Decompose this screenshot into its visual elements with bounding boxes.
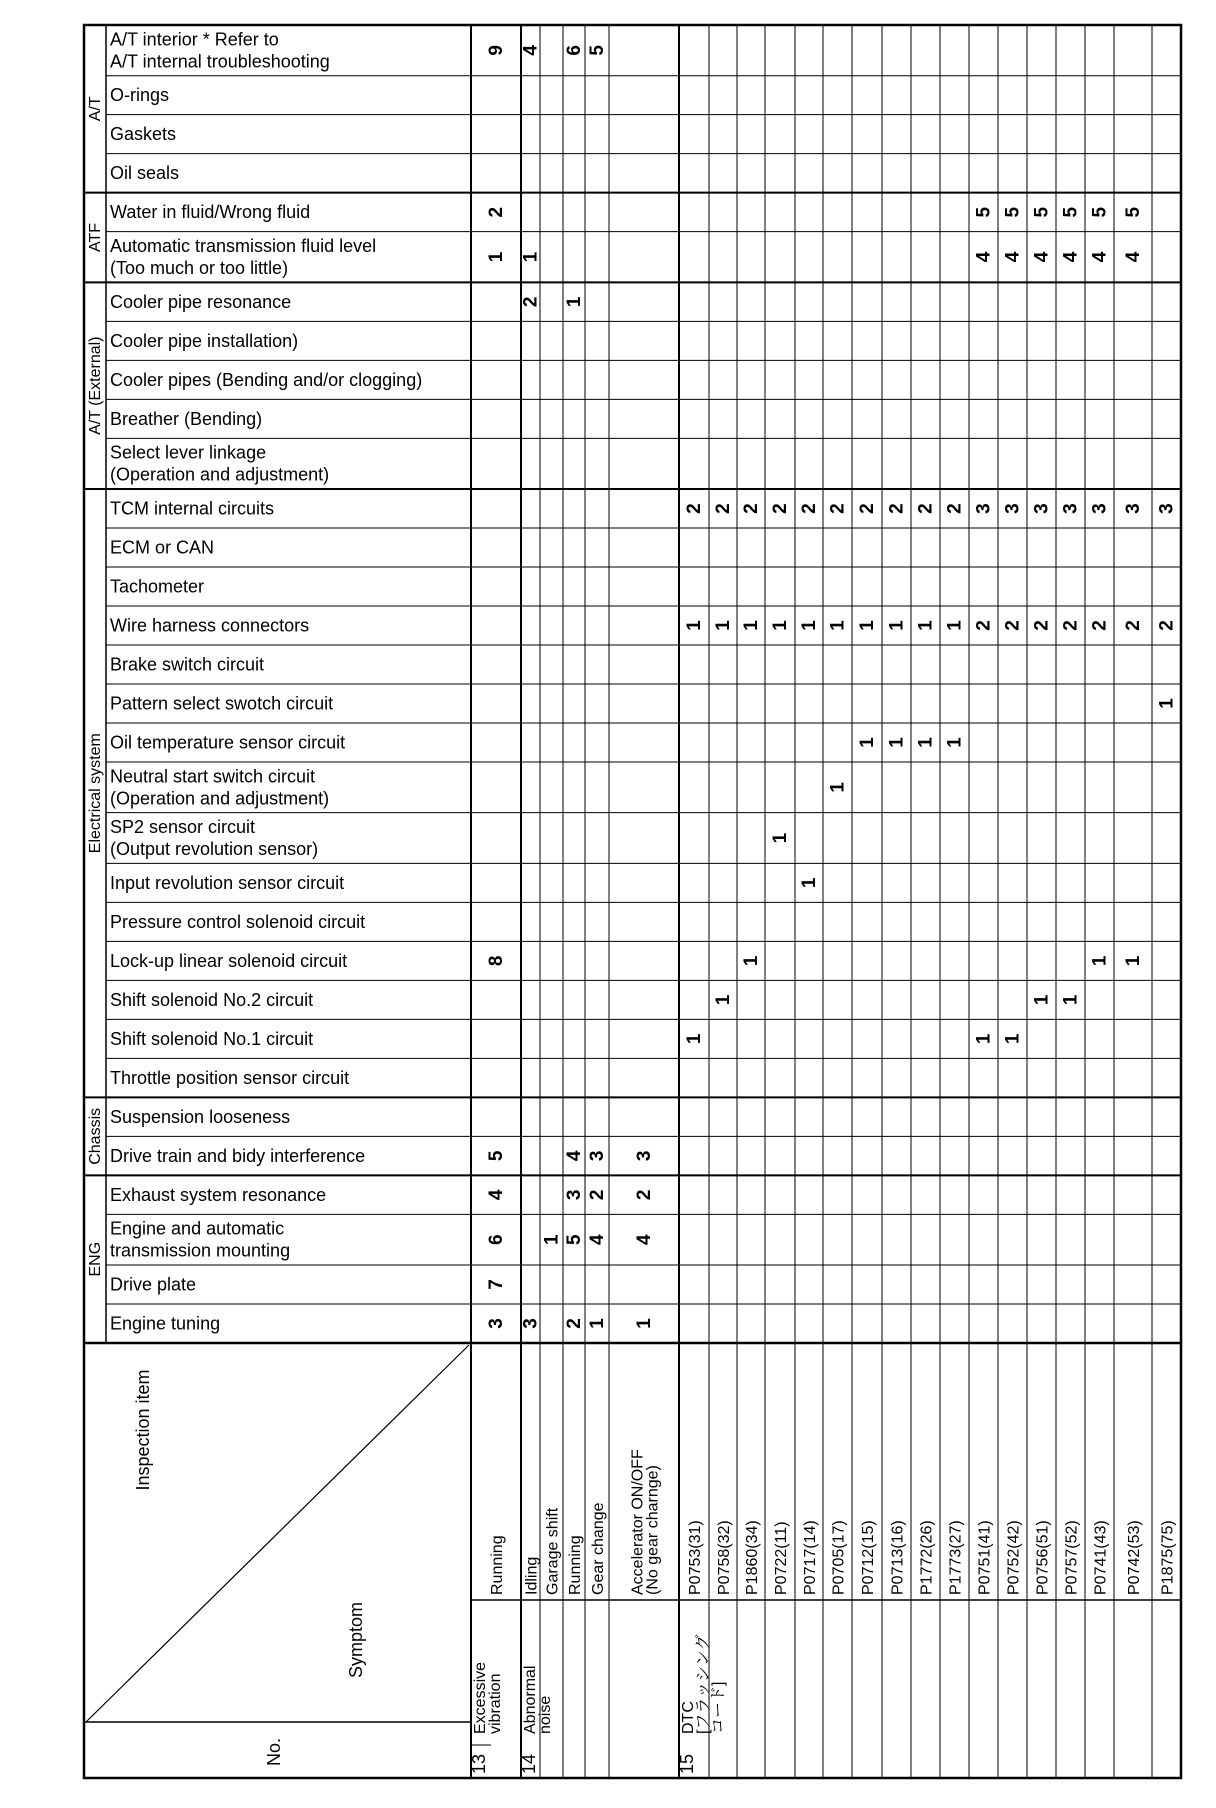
symptom-name: コード] [710, 1681, 727, 1734]
symptom-column-label: P0713(16) [889, 1520, 907, 1595]
priority-number: 3 [1002, 503, 1024, 514]
priority-number: 2 [564, 1318, 585, 1329]
symptom-column-label: P0753(31) [687, 1520, 704, 1595]
priority-number: 2 [944, 503, 966, 514]
priority-number: 1 [486, 251, 507, 263]
priority-number: 3 [486, 1318, 507, 1329]
priority-number: 4 [1060, 251, 1082, 263]
priority-number: 1 [741, 620, 762, 631]
priority-number: 4 [486, 1189, 507, 1201]
priority-number: 1 [520, 251, 542, 263]
inspection-item-label: SP2 sensor circuit (Output revolution sensor) [110, 817, 319, 860]
symptom-name: vibration [487, 1673, 504, 1734]
priority-number: 1 [713, 994, 734, 1006]
symptom-column-label: P0756(51) [1034, 1520, 1052, 1595]
priority-number: 1 [857, 620, 878, 631]
priority-number: 5 [486, 1150, 507, 1162]
symptom-column-label: P0712(15) [860, 1520, 877, 1595]
priority-number: 3 [520, 1318, 542, 1329]
priority-number: 2 [520, 296, 542, 308]
symptom-name: [フラッシング [695, 1634, 712, 1734]
symptom-column-label: Running [567, 1535, 584, 1595]
priority-number: 5 [1089, 206, 1111, 218]
inspection-item-label: Suspension looseness [110, 1106, 291, 1127]
priority-number: 1 [827, 620, 849, 631]
priority-number: 4 [587, 1234, 608, 1245]
symptom-name: DTC [680, 1701, 697, 1734]
priority-number: 4 [564, 1150, 585, 1162]
priority-number: 3 [1031, 503, 1053, 514]
priority-number: 2 [634, 1189, 655, 1201]
inspection-item-label: Input revolution sensor circuit [110, 872, 345, 893]
no-header: No. [264, 1737, 284, 1767]
inspection-item-label: Pressure control solenoid circuit [110, 911, 366, 932]
priority-number: 2 [770, 503, 791, 514]
symptom-column-label: P0757(52) [1063, 1520, 1081, 1595]
priority-number: 5 [1060, 206, 1082, 218]
priority-number: 2 [799, 503, 820, 514]
priority-number: 1 [541, 1234, 563, 1245]
inspection-item-label: Water in fluid/Wrong fluid [110, 202, 311, 223]
section-label: ATF [87, 223, 104, 253]
inspection-item-label: Tachometer [110, 576, 205, 597]
inspection-item-label: Neutral start switch circuit (Operation and adjustment) [110, 766, 330, 809]
priority-number: 1 [634, 1318, 655, 1329]
section-label: A/T (External) [87, 336, 104, 435]
priority-number: 1 [886, 737, 908, 748]
priority-number: 4 [1089, 251, 1111, 263]
priority-number: 3 [634, 1150, 655, 1162]
priority-number: 3 [1089, 503, 1111, 514]
inspection-item-label: Gaskets [110, 124, 177, 145]
priority-number: 2 [1060, 620, 1082, 631]
symptom-column-label: P1860(34) [744, 1520, 761, 1595]
priority-number: 1 [1123, 955, 1144, 967]
section-label: ENG [87, 1241, 104, 1277]
inspection-item-label: Exhaust system resonance [110, 1184, 327, 1205]
inspection-item-label: TCM internal circuits [110, 498, 275, 519]
priority-number: 1 [684, 1033, 705, 1045]
symptom-column-label: P0741(43) [1092, 1520, 1110, 1595]
priority-number: 2 [713, 503, 734, 514]
inspection-item-label: Oil seals [110, 163, 180, 184]
inspection-item-header: Inspection item [133, 1369, 153, 1491]
inspection-item-label: Oil temperature sensor circuit [110, 732, 346, 753]
priority-number: 2 [886, 503, 908, 514]
inspection-item-label: Engine tuning [110, 1313, 221, 1334]
symptom-column-label: P1773(27) [947, 1520, 965, 1595]
symptom-column-label: P0717(14) [802, 1520, 819, 1595]
priority-number: 3 [973, 503, 995, 514]
symptom-column-label: Accelerator ON/OFF [629, 1449, 647, 1595]
priority-number: 4 [973, 251, 995, 263]
symptom-name: noise [537, 1695, 554, 1734]
priority-number: 1 [973, 1033, 995, 1045]
symptom-no: 13 [469, 1753, 489, 1775]
priority-number: 1 [741, 955, 762, 967]
priority-number: 1 [1156, 698, 1178, 709]
section-label: Electrical system [87, 733, 104, 854]
priority-number: 2 [1156, 620, 1178, 631]
symptom-column-label: Garage shift [544, 1507, 562, 1595]
priority-number: 5 [564, 1234, 585, 1245]
priority-number: 4 [1002, 251, 1024, 263]
symptom-column-label: Gear change [590, 1502, 607, 1595]
inspection-item-label: Wire harness connectors [110, 615, 310, 636]
priority-number: 5 [1002, 206, 1024, 218]
priority-number: 3 [587, 1150, 608, 1162]
priority-number: 1 [915, 737, 937, 748]
priority-number: 2 [684, 503, 705, 514]
inspection-item-label: Drive plate [110, 1274, 197, 1295]
priority-number: 5 [1123, 206, 1144, 218]
symptom-column-label: P1772(26) [918, 1520, 936, 1595]
symptom-column-label: P0758(32) [716, 1520, 733, 1595]
priority-number: 3 [1123, 503, 1144, 514]
inspection-item-label: Cooler pipes (Bending and/or clogging) [110, 369, 423, 390]
inspection-item-label: Drive train and bidy interference [110, 1145, 366, 1166]
symptom-name: Abnormal [522, 1665, 539, 1734]
inspection-item-label: Shift solenoid No.1 circuit [110, 1028, 314, 1049]
priority-number: 3 [1156, 503, 1178, 514]
priority-number: 4 [1123, 251, 1144, 263]
inspection-item-label: Select lever linkage (Operation and adjustment) [110, 442, 330, 485]
priority-number: 4 [634, 1234, 655, 1245]
symptom-no: 14 [519, 1753, 539, 1775]
priority-number: 3 [564, 1189, 585, 1201]
priority-number: 1 [587, 1318, 608, 1329]
inspection-item-label: Shift solenoid No.2 circuit [110, 989, 314, 1010]
symptom-column-label: P0722(11) [773, 1521, 790, 1595]
inspection-item-label: Engine and automatic transmission mounting [110, 1218, 291, 1261]
priority-number: 1 [1002, 1033, 1024, 1045]
symptom-column-label: Idling [523, 1556, 541, 1595]
priority-number: 1 [799, 877, 820, 889]
section-label: Chassis [87, 1107, 104, 1165]
priority-number: 2 [1002, 620, 1024, 631]
priority-number: 6 [564, 45, 585, 56]
priority-number: 3 [1060, 503, 1082, 514]
symptom-column-label: P0751(41) [976, 1520, 994, 1595]
inspection-item-label: Automatic transmission fluid level (Too much or too little) [110, 236, 377, 279]
priority-number: 1 [564, 296, 585, 308]
priority-number: 6 [486, 1234, 507, 1245]
priority-number: 2 [486, 206, 507, 218]
symptom-header: Symptom [346, 1601, 366, 1679]
priority-number: 1 [827, 782, 849, 793]
priority-number: 2 [827, 503, 849, 514]
inspection-item-label: Cooler pipe installation) [110, 330, 299, 351]
priority-number: 1 [915, 620, 937, 631]
priority-number: 4 [520, 45, 542, 56]
section-label: A/T [87, 96, 104, 122]
inspection-item-label: O-rings [110, 85, 170, 106]
inspection-item-label: A/T interior * Refer to A/T internal troubleshooting [110, 29, 330, 72]
symptom-column-label: P1875(75) [1159, 1520, 1177, 1595]
symptom-column-label: P0752(42) [1005, 1520, 1023, 1595]
symptom-column-label: P0705(17) [830, 1520, 848, 1595]
inspection-item-label: Cooler pipe resonance [110, 291, 292, 312]
priority-number: 5 [587, 45, 608, 56]
inspection-item-label: ECM or CAN [110, 537, 215, 558]
priority-number: 1 [1060, 994, 1082, 1006]
priority-number: 2 [1089, 620, 1111, 631]
priority-number: 1 [1089, 955, 1111, 967]
priority-number: 2 [915, 503, 937, 514]
priority-number: 8 [486, 955, 507, 967]
priority-number: 5 [973, 206, 995, 218]
symptom-no: 15 [677, 1753, 697, 1775]
symptom-column-label: (No gear charnge) [644, 1465, 662, 1595]
priority-number: 1 [944, 620, 966, 631]
symptom-name: Excessive [472, 1661, 489, 1734]
priority-number: 1 [770, 620, 791, 631]
priority-number: 2 [587, 1189, 608, 1201]
inspection-item-label: Throttle position sensor circuit [110, 1067, 350, 1088]
priority-number: 1 [857, 737, 878, 748]
priority-number: 1 [886, 620, 908, 631]
priority-number: 1 [1031, 994, 1053, 1006]
priority-number: 1 [944, 737, 966, 748]
priority-number: 5 [1031, 206, 1053, 218]
priority-number: 1 [770, 832, 791, 844]
priority-number: 2 [973, 620, 995, 631]
inspection-item-label: Breather (Bending) [110, 408, 263, 429]
priority-number: 2 [741, 503, 762, 514]
priority-number: 2 [857, 503, 878, 514]
inspection-item-label: Lock-up linear solenoid circuit [110, 950, 348, 971]
priority-number: 4 [1031, 251, 1053, 263]
priority-number: 2 [1031, 620, 1053, 631]
priority-number: 1 [799, 620, 820, 631]
priority-number: 2 [1123, 620, 1144, 631]
symptom-column-label: Running [489, 1535, 506, 1595]
priority-number: 1 [713, 620, 734, 631]
priority-number: 1 [684, 620, 705, 631]
priority-number: 7 [486, 1279, 507, 1290]
priority-number: 9 [486, 45, 507, 56]
inspection-item-label: Pattern select swotch circuit [110, 693, 334, 714]
inspection-item-label: Brake switch circuit [110, 654, 265, 675]
symptom-column-label: P0742(53) [1126, 1520, 1143, 1595]
